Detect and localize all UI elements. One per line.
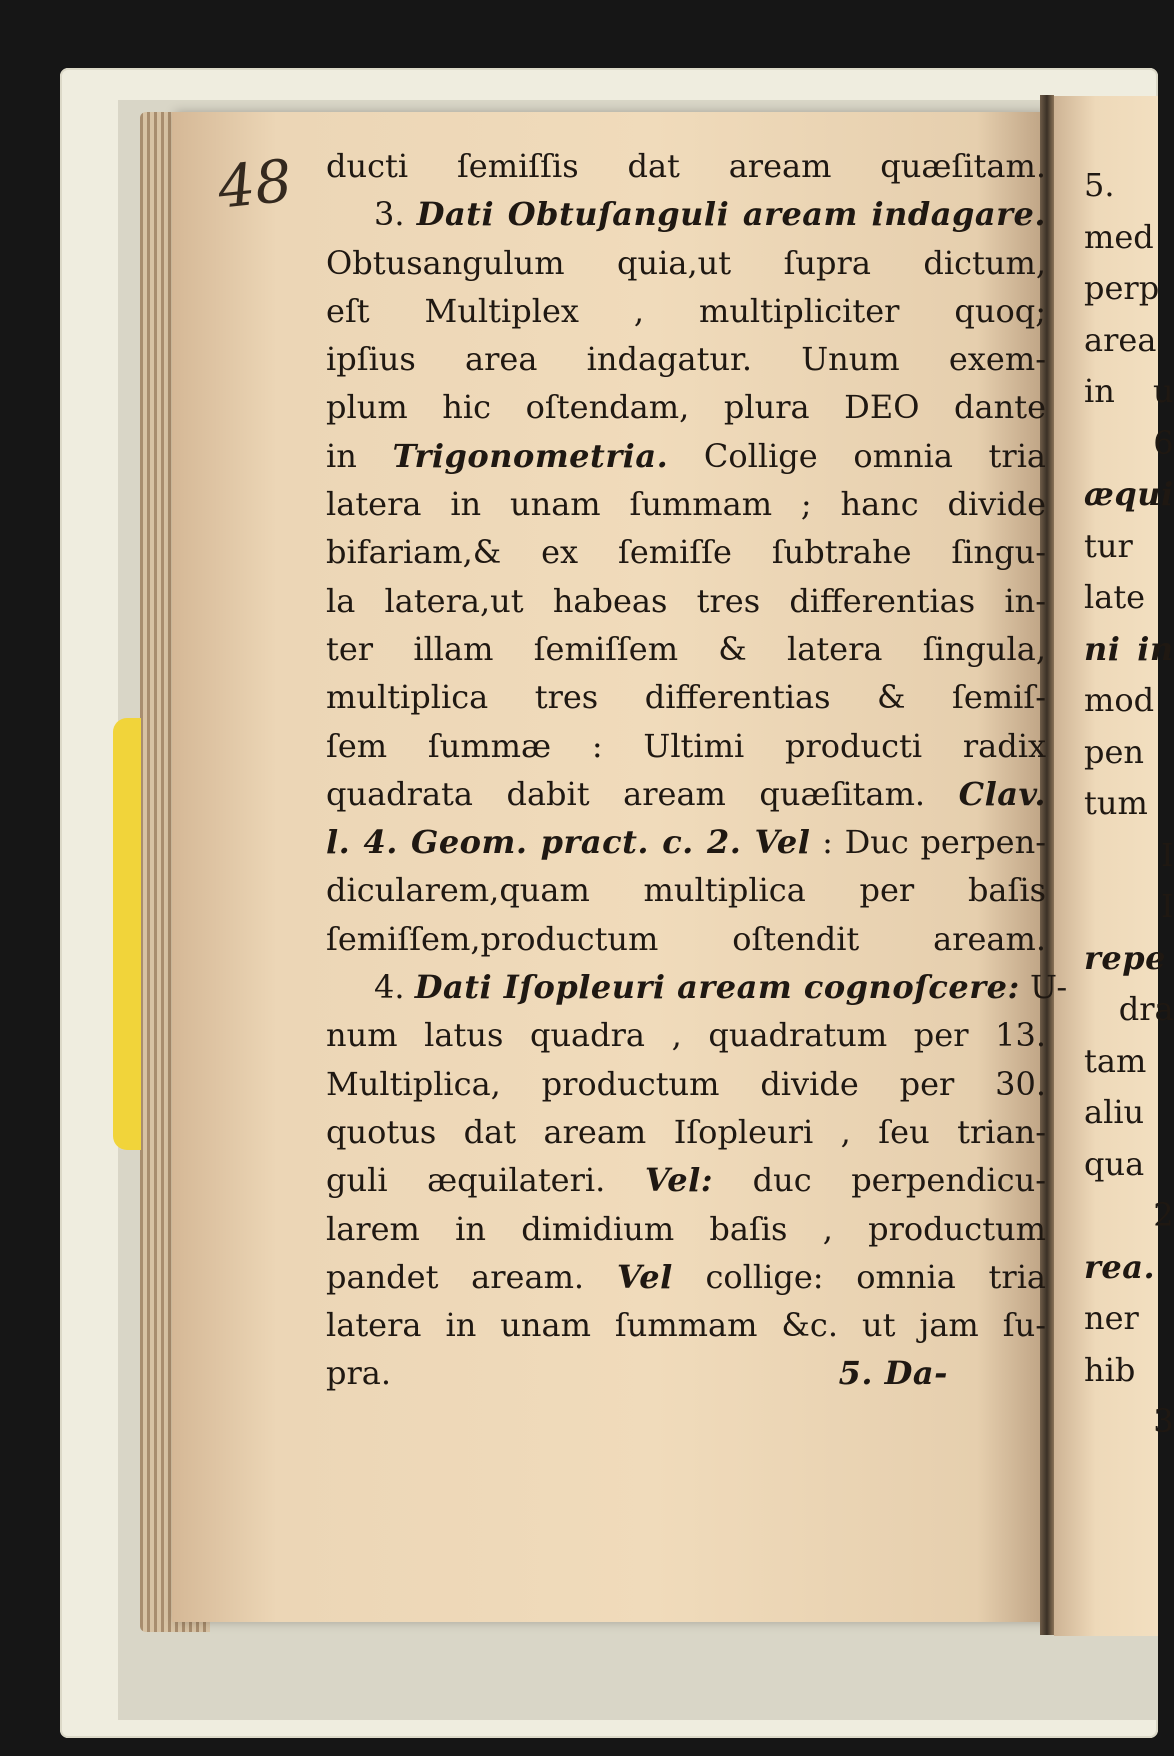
facing-page-text (1084, 160, 1174, 1448)
text-line (1084, 1087, 1174, 1139)
text-run: ſemiſſem,productum oſtendit aream. (326, 919, 1046, 958)
text-line (1084, 1293, 1174, 1345)
text-line (326, 866, 1046, 914)
text-run: in (326, 436, 393, 475)
text-run: Obtusangulum quia,ut ſupra dictum, (326, 243, 1046, 282)
text-run: mod (1084, 681, 1155, 719)
text-line (1084, 727, 1174, 779)
italic-text: 5. Da- (838, 1354, 948, 1393)
text-line (326, 190, 1046, 238)
text-run: qua (1084, 1144, 1145, 1183)
text-line (1084, 830, 1174, 882)
text-line (326, 1108, 1046, 1156)
text-run: pra. (326, 1354, 839, 1393)
text-line (326, 432, 1046, 480)
text-line (326, 383, 1046, 431)
text-run: ſem ſummæ : Ultimi producti radix (326, 726, 1046, 765)
text-run: 3. (374, 195, 417, 234)
italic-text: rea. (1084, 1247, 1156, 1286)
text-run: ipſius area indagatur. Unum exem- (326, 340, 1046, 379)
italic-text: repe (1084, 938, 1166, 977)
italic-text: Vel: (644, 1161, 714, 1200)
text-run: tam (1084, 1041, 1147, 1080)
text-line (326, 625, 1046, 673)
text-line (326, 673, 1046, 721)
text-run: latera in unam ſummam &c. ut jam ſu- (326, 1306, 1046, 1345)
text-line (1084, 675, 1174, 727)
text-run: I (1084, 887, 1174, 925)
text-run: bifariam,& ex ſemiſſe ſubtrahe ſingu- (326, 533, 1046, 572)
text-line (1084, 160, 1174, 212)
text-run: dra (1084, 990, 1174, 1028)
text-run: quadrata dabit aream quæſitam. (326, 774, 959, 813)
text-line (326, 1060, 1046, 1108)
text-run: in u (1084, 372, 1174, 410)
text-run: med (1084, 217, 1154, 256)
text-run: latera in unam ſummam ; hanc divide (326, 485, 1046, 524)
text-line (1084, 984, 1174, 1036)
italic-text: æqui (1084, 475, 1174, 513)
text-run: hib (1084, 1350, 1136, 1389)
text-line (326, 1011, 1046, 1059)
italic-text: Clav. (958, 774, 1046, 813)
text-run: late (1084, 578, 1146, 616)
text-run: : Duc perpen- (810, 823, 1047, 862)
text-run: I (1084, 835, 1174, 874)
text-run: area (1084, 320, 1157, 359)
text-run: dicularem,quam multiplica per baſis (326, 871, 1046, 910)
text-run: tum (1084, 784, 1148, 822)
text-run: 5. (1084, 166, 1115, 204)
text-line (1084, 1036, 1174, 1088)
text-run: ner (1084, 1299, 1139, 1337)
text-run: 6 (1084, 423, 1174, 462)
text-run: plum hic oſtendam, plura DEO dante (326, 388, 1046, 427)
text-line (326, 287, 1046, 335)
text-line (326, 577, 1046, 625)
text-line (326, 335, 1046, 383)
text-run: guli æquilateri. (326, 1161, 645, 1200)
text-line (326, 1156, 1046, 1204)
text-line (326, 915, 1046, 963)
text-run: perp (1084, 269, 1160, 307)
text-line (1084, 881, 1174, 933)
text-run: U- (1019, 968, 1068, 1007)
page-text (326, 142, 1068, 1398)
italic-text: ni in (1084, 629, 1174, 668)
text-run: multiplica tres differentias & ſemiſ- (326, 678, 1046, 717)
text-run: 4. (374, 968, 415, 1007)
text-line (326, 142, 1046, 190)
text-line (326, 1205, 1046, 1253)
bookmark-tab (113, 718, 141, 1150)
text-line (1084, 933, 1174, 985)
text-line (1084, 366, 1174, 418)
text-run: ducti ſemiſſis dat aream quæſitam. (326, 147, 1046, 185)
italic-text: l. 4. Geom. pract. c. 2. Vel (326, 823, 811, 862)
text-line (326, 528, 1046, 576)
text-line (326, 722, 1046, 770)
text-run: larem in dimidium baſis , productum (326, 1209, 1046, 1248)
text-line (1084, 469, 1174, 521)
text-line (326, 1253, 1046, 1301)
text-line (326, 239, 1046, 287)
text-run: ter illam ſemiſſem & latera ſingula, (326, 629, 1046, 668)
text-line (1084, 418, 1174, 470)
text-line (1084, 1139, 1174, 1191)
text-run: la latera,ut habeas tres differentias in- (326, 581, 1046, 620)
text-run: 3 (1084, 1402, 1174, 1440)
page-number: 48 (214, 146, 296, 222)
italic-text: Dati Iſopleuri aream cognoſcere: (414, 968, 1020, 1007)
text-line (326, 770, 1046, 818)
text-line (1084, 778, 1174, 830)
text-line (326, 1349, 1046, 1397)
text-run: num latus quadra , quadratum per 13. (326, 1016, 1046, 1055)
text-line (1084, 521, 1174, 573)
text-line (326, 963, 1068, 1011)
text-line (1084, 1242, 1174, 1294)
text-line (1084, 315, 1174, 367)
text-line (1084, 1190, 1174, 1242)
text-line (326, 818, 1046, 866)
text-line (326, 1301, 1046, 1349)
text-run: Multiplica, productum divide per 30. (326, 1064, 1046, 1103)
italic-text: Dati Obtuſanguli aream indagare. (416, 195, 1047, 234)
text-run: aliu (1084, 1093, 1145, 1131)
text-run: tur (1084, 526, 1133, 565)
text-run: Collige omnia tria (668, 436, 1046, 475)
text-run: 2 (1084, 1196, 1174, 1234)
text-line (326, 480, 1046, 528)
text-run: pandet aream. (326, 1257, 617, 1296)
text-line (1084, 212, 1174, 264)
text-run: eſt Multiplex , multipliciter quoq; (326, 291, 1046, 330)
text-line (1084, 624, 1174, 676)
text-run: pen (1084, 732, 1145, 771)
italic-text: Trigonometria. (392, 436, 669, 475)
text-run: quotus dat aream Iſopleuri , ſeu trian- (326, 1112, 1046, 1151)
text-run: duc perpendicu- (713, 1161, 1047, 1200)
text-line (1084, 1396, 1174, 1448)
text-run: collige: omnia tria (672, 1257, 1047, 1296)
text-line (1084, 1345, 1174, 1397)
text-line (1084, 572, 1174, 624)
text-line (1084, 263, 1174, 315)
italic-text: Vel (616, 1257, 673, 1296)
